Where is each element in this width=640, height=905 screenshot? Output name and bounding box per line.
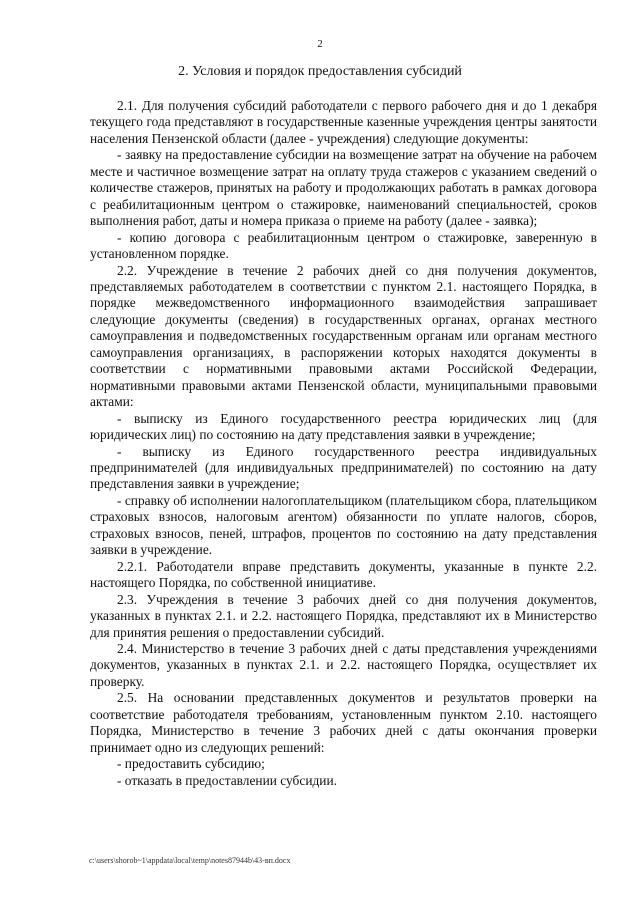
section-title: 2. Условия и порядок предоставления субсидий [178, 64, 462, 79]
list-item-egrul-extract: - выписку из Единого государственного реестра юридических лиц (для юридических лиц) по состоянию на дату представления заявки в учреждение; [90, 410, 597, 443]
list-item-egrip-extract: - выписку из Единого государственного реестра индивидуальных предпринимателей (для индивидуальных предпринимателей) по состоянию на дату представления заявки в учреждение; [90, 443, 597, 492]
paragraph-2-4: 2.4. Министерство в течение 3 рабочих дней с даты представления учреждениями документов, указанных в пунктах 2.1. и 2.2. настоящего Порядка, осуществляет их проверку. [90, 640, 597, 689]
footer-file-path: c:\users\shorob~1\appdata\local\temp\notes87944b\43-вп.docx [89, 856, 291, 865]
decision-option-grant: - предоставить субсидию; [117, 756, 265, 772]
decision-option-refuse: - отказать в предоставлении субсидии. [117, 772, 337, 788]
list-item-application: - заявку на предоставление субсидии на возмещение затрат на обучение на рабочем месте и частичное возмещение затрат на оплату труда стажеров с указанием сведений о количестве стажеров, принятых на работу и продолжающих работать в рамках договора с реабилитационным центром о стажировке, наименований специальностей, сроков выполнения работ, даты и номера приказа о приеме на работу (далее - заявка); [90, 147, 597, 229]
list-item-contract-copy: - копию договора с реабилитационным центром о стажировке, заверенную в установленном порядке. [90, 229, 597, 262]
paragraph-2-2-1: 2.2.1. Работодатели вправе представить документы, указанные в пункте 2.2. настоящего Порядка, по собственной инициативе. [90, 558, 597, 591]
page-number: 2 [317, 38, 323, 50]
paragraph-2-5: 2.5. На основании представленных документов и результатов проверки на соответствие работодателя требованиям, установленным пунктом 2.10. настоящего Порядка, Министерство в течение 3 рабочих дней с даты окончания проверки принимает одно из следующих решений: [90, 690, 597, 755]
list-item-tax-certificate: - справку об исполнении налогоплательщиком (плательщиком сбора, плательщиком страховых взносов, налоговым агентом) обязанности по уплате налогов, сборов, страховых взносов, пеней, штрафов, процентов по состоянию на дату представления заявки в учреждение. [90, 492, 597, 558]
paragraph-2-1: 2.1. Для получения субсидий работодатели с первого рабочего дня и до 1 декабря текущего года представляют в государственные казенные учреждения центры занятости населения Пензенской области (далее - учреждения) следующие документы: [90, 98, 597, 146]
paragraph-2-2: 2.2. Учреждение в течение 2 рабочих дней со дня получения документов, представляемых работодателем в соответствии с пунктом 2.1. настоящего Порядка, в порядке межведомственного информационного взаимодействия запрашивает следующие документы (сведения) в государственных органах, органах местного самоуправления и подведомственных государственным органам или органам местного самоуправления организациях, в распоряжении которых находятся документы в соответствии с нормативными правовыми актами Российской Федерации, нормативными правовыми актами Пензенской области, муниципальными правовыми актами: [90, 262, 597, 410]
document-body [90, 98, 597, 789]
paragraph-2-3: 2.3. Учреждения в течение 3 рабочих дней со дня получения документов, указанных в пунктах 2.1. и 2.2. настоящего Порядка, представляют их в Министерство для принятия решения о предоставлении субсидий. [90, 591, 597, 640]
